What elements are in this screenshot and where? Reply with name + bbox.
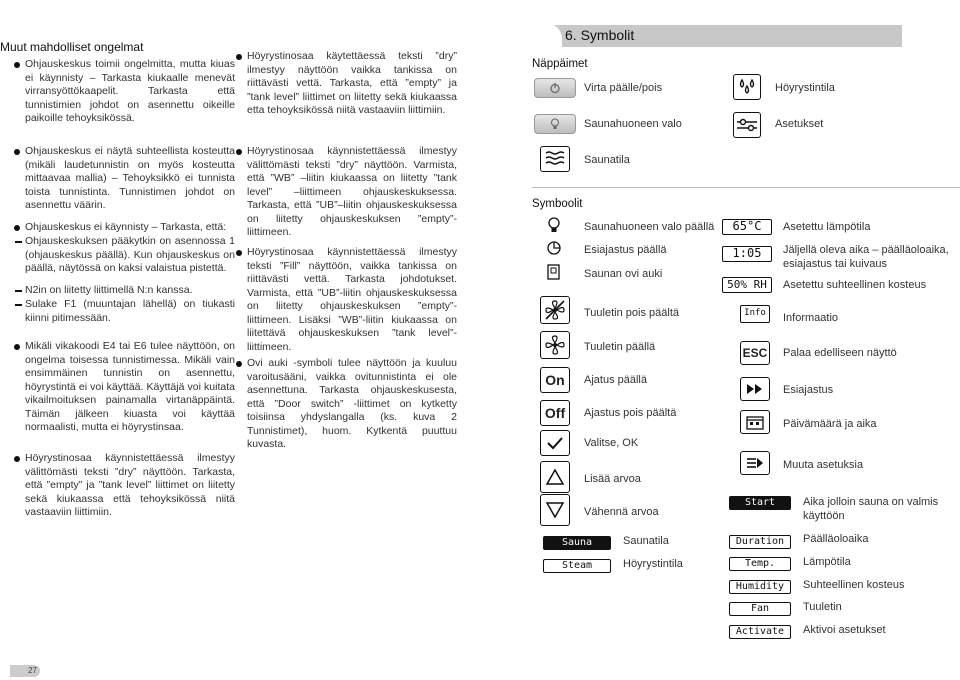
- symbol-label: Tuuletin pois päältä: [584, 307, 679, 319]
- symbol-label: Ajatus päällä: [584, 374, 647, 386]
- calendar-icon: [740, 410, 770, 434]
- humidity-menu-display: Humidity: [729, 580, 791, 594]
- time-display: 1:05: [722, 246, 772, 262]
- symbol-label: Informaatio: [783, 312, 839, 324]
- duration-display: Duration: [729, 535, 791, 549]
- symbol-label: Aktivoi asetukset: [803, 624, 886, 636]
- down-arrow-icon: [540, 494, 570, 526]
- page-number: 27: [10, 665, 40, 677]
- activate-display: Activate: [729, 625, 791, 639]
- check-icon: [540, 430, 570, 456]
- sauna-button-label: Saunatila: [584, 154, 630, 166]
- esc-icon: ESC: [740, 341, 770, 365]
- problem-item: Höyrystinosaa käynnistettäessä ilmestyy välittömästi teksti ”dry” näyttöön. Varmista, että ”WB” –liitin kiukaassa on liitetty ”tank level” –liittimeen ohjauskeskuksessa. Tarkasta, että ”UB”–liitin ohjauskeskuksessa on liitetty ohjauskeskuksen ”empty”- liittimeen.: [247, 145, 457, 240]
- symbol-label: Saunatila: [623, 535, 669, 547]
- problem-item: Höyrystinosaa käynnistettäessä ilmestyy välittömästi teksti ”dry” näyttöön. Tarkasta, että ”empty” ja ”tank level” liittimet on liitetty sekä kiukaassa että tehoyksikössä niitä vastaaviin liittimiin.: [25, 452, 235, 520]
- lightbulb-icon: [550, 118, 560, 130]
- power-button[interactable]: [534, 78, 576, 98]
- sauna-mode-display: Sauna: [543, 536, 611, 550]
- steamer-button[interactable]: [733, 74, 761, 100]
- timer-icon: [546, 240, 562, 261]
- dash-icon: [15, 241, 22, 243]
- fan-on-icon: [540, 331, 570, 359]
- check-list-item: N2in on liitetty liittimellä N:n kanssa.: [25, 284, 235, 298]
- bullet-icon: [236, 149, 242, 155]
- temperature-display: 65°C: [722, 219, 772, 235]
- dash-icon: [15, 290, 22, 292]
- buttons-title: Näppäimet: [532, 58, 588, 70]
- symbol-label: Päälläoloaika: [803, 533, 869, 545]
- water-drops-icon: [737, 78, 757, 96]
- settings-icon: [736, 118, 758, 132]
- problem-item: Höyrystinosaa käynnistettäessä ilmestyy teksti ”Fill” näyttöön, vaikka tankissa on riittävästi vettä. Tarkasta johdotukset. Varmista, että ”UB”-liitin ohjauskeskuksessa on liitetty ohjauskeskuksen ”empty”-liittimeen. Lisäksi ”WB”-liitin kiukaassa on liitettävä ohjauskeskuksen ”tank level”-liittimeen.: [247, 246, 457, 354]
- sauna-button[interactable]: [540, 146, 570, 172]
- section-title-symbols: 6. Symbolit: [565, 27, 635, 43]
- power-button-label: Virta päälle/pois: [584, 82, 663, 94]
- settings-button[interactable]: [733, 112, 761, 138]
- symbol-label: Tuuletin: [803, 601, 842, 613]
- fan-off-icon: [540, 296, 570, 324]
- up-arrow-icon: [540, 461, 570, 493]
- symbol-label: Valitse, OK: [584, 437, 639, 449]
- symbol-label: Aika jolloin sauna on valmis käyttöön: [803, 496, 939, 522]
- symbol-label: Saunan ovi auki: [584, 268, 663, 280]
- symbol-label: Saunahuoneen valo päällä: [584, 221, 715, 233]
- fan-display: Fan: [729, 602, 791, 616]
- symbol-label: Lämpötila: [803, 556, 851, 568]
- symbols-title: Symboolit: [532, 198, 583, 210]
- symbol-label: Asetettu lämpötila: [783, 221, 871, 233]
- power-icon: [549, 82, 561, 94]
- symbol-label: Vähennä arvoa: [584, 506, 659, 518]
- info-icon: Info: [740, 305, 770, 323]
- bullet-icon: [236, 361, 242, 367]
- bullet-icon: [14, 344, 20, 350]
- bullet-icon: [236, 54, 242, 60]
- divider: [532, 187, 960, 188]
- door-icon: [547, 264, 560, 285]
- problem-item: Mikäli vikakoodi E4 tai E6 tulee näyttöön, on ongelma toisessa tunnistimessa. Mikäli vain ensimmäinen tunnistin on asennettu, höyrystintä ei voi käyttää. Käyttäjä voi kuitata vikailmoituksen painamalla virtanäppäintä. Täimän jälkeen kiuasta voi käyttää normaalisti, mutta ei höyrystinsaa.: [25, 340, 235, 435]
- symbol-label: Jäljellä oleva aika – päälläoloaika, esiajastus tai kuivaus: [783, 244, 949, 270]
- forward-icon: [740, 377, 770, 401]
- menu-icon: [740, 451, 770, 475]
- symbol-label: Lisää arvoa: [584, 473, 641, 485]
- symbol-label: Esiajastus päällä: [584, 244, 667, 256]
- symbol-label: Suhteellinen kosteus: [803, 579, 905, 591]
- bullet-icon: [14, 456, 20, 462]
- temp-display: Temp.: [729, 557, 791, 571]
- problem-item: Ohjauskeskus ei käynnisty – Tarkasta, että:: [25, 221, 235, 235]
- symbol-label: Höyrystintila: [623, 558, 683, 570]
- symbol-label: Palaa edelliseen näyttö: [783, 347, 897, 359]
- problem-item: Ohjauskeskus toimii ongelmitta, mutta kiuas ei käynnisty – Tarkasta kiukaalle menevät virransyöttökaapelit. Tarkasta että tunnistimien johdot on asennettu oikeille paikoille tehoyksikössä.: [25, 58, 235, 126]
- humidity-display: 50% RH: [722, 277, 772, 293]
- bullet-icon: [14, 225, 20, 231]
- symbol-label: Tuuletin päällä: [584, 341, 656, 353]
- problem-item: Höyrystinosaa käytettäessä teksti ”dry” ilmestyy näyttöön vaikka tankissa on riittävästi vettä. Tarkasta, että ”empty” ja ”tank level” liittimet on liitetty sekä kiukaassa etta tehoyksikössä niitä vastaaviin liittimiin.: [247, 50, 457, 118]
- bullet-icon: [14, 149, 20, 155]
- bullet-icon: [14, 62, 20, 68]
- symbol-label: Esiajastus: [783, 384, 834, 396]
- symbol-label: Ajastus pois päältä: [584, 407, 677, 419]
- light-button[interactable]: [534, 114, 576, 134]
- symbol-label: Muuta asetuksia: [783, 459, 864, 471]
- heat-waves-icon: [544, 150, 566, 168]
- symbol-label: Päivämäärä ja aika: [783, 418, 877, 430]
- steam-mode-display: Steam: [543, 559, 611, 573]
- off-icon: Off: [540, 400, 570, 426]
- symbol-label: Asetettu suhteellinen kosteus: [783, 279, 927, 291]
- section-title-problems: Muut mahdolliset ongelmat: [0, 40, 144, 54]
- light-button-label: Saunahuoneen valo: [584, 118, 682, 130]
- dash-icon: [15, 304, 22, 306]
- problem-item: Ovi auki -symboli tulee näyttöön ja kuuluu varoitusääni, vaikka ovitunnistinta ei ole asennettuna. Tarkasta ohjauskeskusesta, että ”Door switch” -liittimet on kytketty toisiinsa yhdyslangalla (ks. kuva 2 Tunnistimet), huom. Kytkentä puuttuu kuvasta.: [247, 357, 457, 452]
- check-list-item: Ohjauskeskuksen pääkytkin on asennossa 1 (ohjauskeskus päällä). Kun ohjauskeskus on päällä, näytössä on kaksi valaistua pistettä.: [25, 235, 235, 276]
- settings-button-label: Asetukset: [775, 118, 824, 130]
- problem-item: Ohjauskeskus ei näytä suhteellista kosteutta (mikäli laudetunnistin on myös kosteutta mittaavaa mallia) – Tehoyksikkö ei tunnista toista tunnistinta. Tunnistimen johdot on asennettu väärin.: [25, 145, 235, 213]
- bullet-icon: [236, 250, 242, 256]
- check-list-item: Sulake F1 (muuntajan lähellä) on tiukasti kiinni pitimessään.: [25, 298, 235, 325]
- lightbulb-icon: [547, 217, 561, 238]
- steamer-button-label: Höyrystintila: [775, 82, 835, 94]
- on-icon: On: [540, 367, 570, 393]
- start-display: Start: [729, 496, 791, 510]
